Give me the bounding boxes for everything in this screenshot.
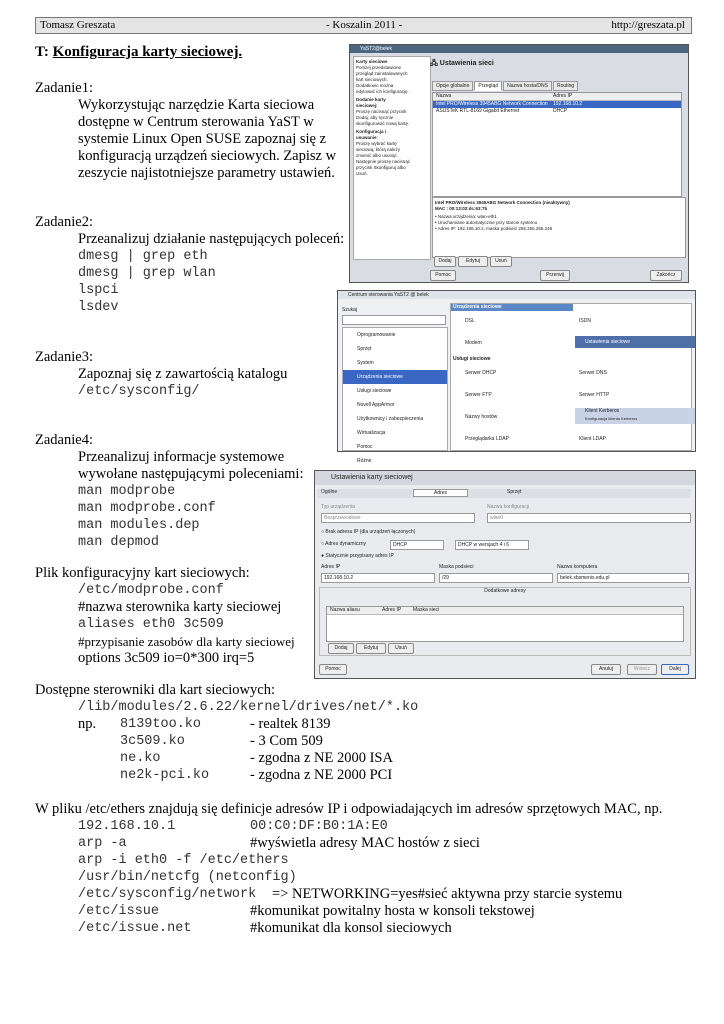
table-row[interactable]: ASUSTeK RTL-8169 Gigabit Ethernet DHCP xyxy=(436,108,568,114)
col-name[interactable]: Nazwa xyxy=(436,93,452,99)
module-item[interactable]: Przeglądarka LDAP xyxy=(465,436,509,442)
category-item[interactable]: Sprzęt xyxy=(357,346,372,352)
modules-panel xyxy=(450,303,692,451)
ethers-cmd: arp -i eth0 -f /etc/ethers xyxy=(78,853,289,868)
tab-global[interactable]: Opcje globalne xyxy=(432,81,473,91)
tab-bar xyxy=(317,489,691,498)
task1-line: systemie Linux Open SUSE zapoznaj się z xyxy=(78,131,327,147)
alias-table xyxy=(326,606,684,642)
module-item[interactable]: Klient LDAP xyxy=(579,436,606,442)
device-type-label: Typ urządzenia xyxy=(321,504,355,510)
category-item[interactable]: System xyxy=(357,360,374,366)
mask-label: Maska podsieci xyxy=(439,564,474,570)
ethers-cmd: /etc/issue.net xyxy=(78,921,192,936)
task1-line: Wykorzystując narzędzie Karta sieciowa xyxy=(78,97,315,113)
module-item[interactable]: Modem xyxy=(465,340,482,346)
col-mask[interactable]: Maska sieci xyxy=(413,607,440,613)
extra-addresses-title: Dodatkowe adresy xyxy=(484,588,526,594)
header-url: http://greszata.pl xyxy=(611,19,685,31)
radio-dynamic[interactable]: ○ Adres dynamiczny xyxy=(321,541,366,547)
drivers-path: /lib/modules/2.6.22/kernel/drives/net/*.ko xyxy=(78,700,419,715)
module-item[interactable]: DSL xyxy=(465,318,475,324)
module-item[interactable]: Nazwy hostów xyxy=(465,414,498,420)
module-item-hover[interactable]: Klient Kerberos Konfiguracja klienta Kerberos xyxy=(575,408,695,424)
task4-label: Zadanie4: xyxy=(35,432,93,448)
task4-command: man modules.dep xyxy=(78,518,200,533)
task1-line: konfiguracją urządzeń sieciowych. Zapisz w xyxy=(78,148,337,164)
tab-hostname[interactable]: Nazwa hosta/DNS xyxy=(503,81,552,91)
window-titlebar: YaST2@belek xyxy=(350,45,688,53)
ethers-cmd: /etc/issue xyxy=(78,904,160,919)
search-label: Szukaj xyxy=(342,307,358,313)
back-button[interactable]: Wstecz xyxy=(627,664,657,675)
dhcp-version-select[interactable]: DHCP w wersjach 4 i 6 xyxy=(455,540,529,550)
dynamic-type-select[interactable]: DHCP xyxy=(390,540,444,550)
task4-command: man depmod xyxy=(78,535,160,550)
section-heading: 🖧 Ustawienia sieci xyxy=(430,60,494,67)
category-item[interactable]: Wirtualizacja xyxy=(357,430,386,436)
help-button[interactable]: Pomoc xyxy=(319,664,347,675)
ethers-cmd: /etc/sysconfig/network xyxy=(78,887,257,902)
next-button[interactable]: Dalej xyxy=(661,664,689,675)
config-path: /etc/modprobe.conf xyxy=(78,583,224,598)
driver-file: ne.ko xyxy=(120,751,161,766)
config-name-label: Nazwa konfiguracji xyxy=(487,504,529,510)
task3-path: /etc/sysconfig/ xyxy=(78,384,200,399)
tab-bar xyxy=(432,81,579,91)
device-type-select[interactable]: Bezprzewodowe xyxy=(321,513,475,523)
card-settings-screenshot xyxy=(314,470,696,679)
card-table xyxy=(432,92,682,197)
config-name-input[interactable]: wlan0 xyxy=(487,513,691,523)
ethers-note: #komunikat dla konsol sieciowych xyxy=(250,920,452,936)
task3-label: Zadanie3: xyxy=(35,349,93,365)
section-title: Urządzenia sieciowe xyxy=(451,304,573,311)
config-comment: #przypisanie zasobów dla karty sieciowej xyxy=(78,634,295,649)
category-item[interactable]: Różne xyxy=(357,458,372,464)
ethers-intro: W pliku /etc/ethers znajdują się definicje adresów IP i odpowiadających im adresów sprzętowych MAC, np. xyxy=(35,801,663,817)
network-icon: 🖧 xyxy=(430,60,438,67)
yast-network-screenshot xyxy=(349,44,689,283)
task2-command: dmesg | grep wlan xyxy=(78,266,216,281)
ethers-cmd: arp -a xyxy=(78,836,127,851)
edit-button[interactable]: Edytuj xyxy=(356,643,386,654)
extra-addresses-group xyxy=(319,587,691,656)
hostname-input[interactable]: belek.sbsmenis.edu.pl xyxy=(557,573,689,583)
category-item-selected[interactable]: Urządzenia sieciowe xyxy=(343,370,447,384)
category-item[interactable]: Oprogramowanie xyxy=(357,332,396,338)
task2-intro: Przeanalizuj działanie następujących poleceń: xyxy=(78,231,345,247)
module-item[interactable]: ISDN xyxy=(579,318,591,324)
ethers-note: => NETWORKING=yes#sieć aktywna przy starcie systemu xyxy=(272,886,623,902)
help-panel: Karty sieciowe Poniżej przedstawione przegląd zainstalowanych kart sieciowych. Dodatkowo można edytować ich konfigurację. Dodanie karty sieciowej: Proszę nacisnąć przycisk Dodaj, aby ręcznie skonfigurować nową kartę. Konfiguracja i usuwanie: Proszę wybrać kartę sieciową, którą należy zmienić albo usunąć. Następnie proszę nacisnąć przycisk Skonfiguruj albo Usuń. xyxy=(353,56,431,260)
radio-no-ip[interactable]: ○ Brak adresu IP (dla urządzeń łączonych) xyxy=(321,529,416,535)
config-comment: #nazwa sterownika karty sieciowej xyxy=(78,599,282,615)
task4-line2: wywołane następującymi poleceniami: xyxy=(78,466,304,482)
tab-routing[interactable]: Routing xyxy=(553,81,578,91)
finish-button[interactable]: Zakończ xyxy=(650,270,682,281)
col-ip[interactable]: Adres IP xyxy=(553,93,573,99)
delete-button[interactable]: Usuń xyxy=(490,256,512,267)
module-item[interactable]: Serwer DNS xyxy=(579,370,607,376)
category-item[interactable]: Usługi sieciowe xyxy=(357,388,392,394)
drivers-np: np. xyxy=(78,716,97,732)
config-label: Plik konfiguracyjny kart sieciowych: xyxy=(35,565,250,581)
task1-line: dostępne w Centrum sterowania YaST w xyxy=(78,114,314,130)
col-alias[interactable]: Nazwa aliasu xyxy=(330,607,360,613)
tab-address[interactable]: Adres xyxy=(413,489,468,497)
driver-desc: - realtek 8139 xyxy=(250,716,331,732)
ethers-note: #wyświetla adresy MAC hostów z sieci xyxy=(250,835,480,851)
category-list xyxy=(342,327,448,464)
module-item[interactable]: Serwer DHCP xyxy=(465,370,497,376)
driver-file: 8139too.ko xyxy=(120,717,202,732)
ethers-note: 00:C0:DF:B0:1A:E0 xyxy=(250,819,388,834)
driver-desc: - zgodna z NE 2000 ISA xyxy=(250,750,393,766)
header-author: Tomasz Greszata xyxy=(40,19,116,31)
cancel-button[interactable]: Anuluj xyxy=(591,664,621,675)
task4-command: man modprobe xyxy=(78,484,176,499)
window-titlebar: Ustawienia karty sieciowej xyxy=(315,471,695,485)
task4-command: man modprobe.conf xyxy=(78,501,216,516)
header-center: - Koszalin 2011 - xyxy=(326,19,403,31)
task2-command: dmesg | grep eth xyxy=(78,249,208,264)
col-ip[interactable]: Adres IP xyxy=(382,607,402,613)
task2-label: Zadanie2: xyxy=(35,214,93,230)
module-item[interactable]: Serwer FTP xyxy=(465,392,492,398)
table-row[interactable]: Intel PRO/Wireless 3945ABG Network Connection 192.168.10.2 xyxy=(433,101,681,108)
category-item[interactable]: Użytkownicy i zabezpieczenia xyxy=(357,416,424,422)
add-button[interactable]: Dodaj xyxy=(328,643,354,654)
abort-button[interactable]: Przerwij xyxy=(540,270,570,281)
ip-label: Adres IP xyxy=(321,564,341,570)
mask-input[interactable]: /29 xyxy=(439,573,553,583)
delete-button[interactable]: Usuń xyxy=(388,643,414,654)
window-titlebar: Centrum sterowania YaST2 @ belek xyxy=(338,291,695,299)
driver-desc: - 3 Com 509 xyxy=(250,733,323,749)
task3-text: Zapoznaj się z zawartością katalogu xyxy=(78,366,288,382)
driver-file: ne2k-pci.ko xyxy=(120,768,210,783)
ethers-cmd: 192.168.10.1 xyxy=(78,819,176,834)
category-item[interactable]: Novell AppArmor xyxy=(357,402,395,408)
tab-general[interactable]: Ogólne xyxy=(321,489,338,495)
tab-hardware[interactable]: Sprzęt xyxy=(507,489,522,495)
search-input[interactable] xyxy=(342,315,446,325)
radio-static[interactable]: ● Statycznie przypisany adres IP xyxy=(321,553,394,559)
detail-panel: Intel PRO/Wireless 3945ABG Network Connection (nieaktywny) MAC : 00:13:02:dc:63:7b • Nazwa urządzenia: wlan-eth1 • Uruchamiane automatycznie przy starcie systemu • Adres IP: 192.168.10.2, maska podsieci 255.255.255.248 xyxy=(432,197,686,258)
help-button[interactable]: Pomoc xyxy=(430,270,456,281)
tab-overview[interactable]: Przegląd xyxy=(474,81,502,91)
task1-line: zeszycie najistotniejsze parametry ustawień. xyxy=(78,165,335,181)
category-item[interactable]: Pomoc xyxy=(357,444,373,450)
page-title: T: Konfiguracja karty sieciowej. xyxy=(35,44,243,60)
yast-control-center-screenshot xyxy=(337,290,696,464)
task2-command: lspci xyxy=(78,283,119,298)
module-item-selected[interactable]: Ustawienia sieciowe xyxy=(575,336,695,348)
config-line: aliases eth0 3c509 xyxy=(78,617,224,632)
task4-line1: Przeanalizuj informacje systemowe xyxy=(78,449,285,465)
config-line: options 3c509 io=0*300 irq=5 xyxy=(78,650,255,666)
edit-button[interactable]: Edytuj xyxy=(458,256,488,267)
add-button[interactable]: Dodaj xyxy=(434,256,456,267)
driver-file: 3c509.ko xyxy=(120,734,185,749)
page-header xyxy=(35,17,692,34)
ip-input[interactable]: 192.168.10.2 xyxy=(321,573,435,583)
task2-command: lsdev xyxy=(78,300,119,315)
hostname-label: Nazwa komputera xyxy=(557,564,598,570)
section-title: Usługi sieciowe xyxy=(453,356,491,362)
drivers-label: Dostępne sterowniki dla kart sieciowych: xyxy=(35,682,275,698)
task1-label: Zadanie1: xyxy=(35,80,93,96)
driver-desc: - zgodna z NE 2000 PCI xyxy=(250,767,393,783)
ethers-note: #komunikat powitalny hosta w konsoli tekstowej xyxy=(250,903,535,919)
module-item[interactable]: Serwer HTTP xyxy=(579,392,610,398)
ethers-cmd: /usr/bin/netcfg (netconfig) xyxy=(78,870,297,885)
